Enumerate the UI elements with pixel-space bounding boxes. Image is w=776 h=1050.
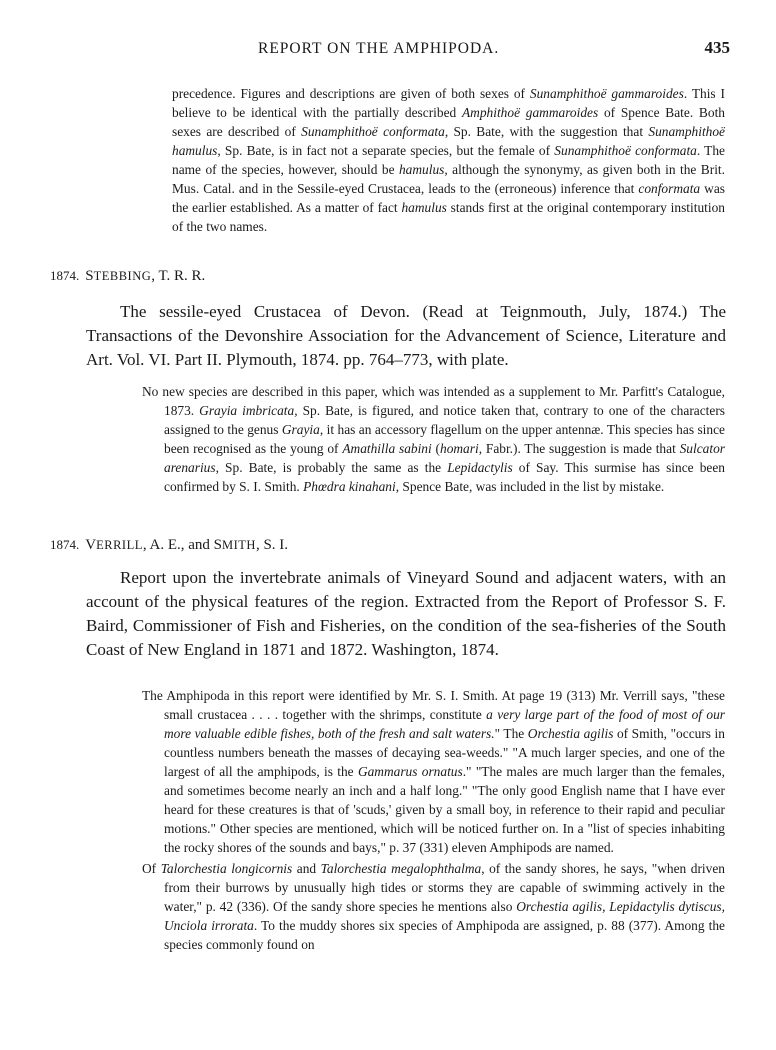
entry-note-stebbing	[142, 382, 725, 496]
continued-note-text: precedence. Figures and descriptions are given of both sexes of Sunamphithoë gammaroides. This I believe to be identical with the partially described Amphithoë gammaroides of Spence Bate. Both sexes are described of Sunamphithoë conformata, Sp. Bate, with the suggestion that Sunamphithoë hamulus, Sp. Bate, is in fact not a separate species, but the female of Sunamphithoë conformata. The name of the species, however, should be hamulus, although the synonymy, as given both in the Brit. Mus. Catal. and in the Sessile-eyed Crustacea, leads to the (erroneous) inference that conformata was the earlier established. As a matter of fact hamulus stands first at the original contemporary institution of the two names.	[172, 86, 725, 234]
entry-notes-verrill-smith	[142, 686, 725, 954]
entry-title-text: The sessile-eyed Crustacea of Devon. (Read at Teignmouth, July, 1874.) The Transactions of the Devonshire Association for the Advancement of Science, Literature and Art. Vol. VI. Part II. Plymouth, 1874. pp. 764–773, with plate.	[86, 302, 726, 369]
running-title: REPORT ON THE AMPHIPODA.	[258, 40, 500, 57]
entry-note-text-2: Of Talorchestia longicornis and Talorchestia megalophthalma, of the sandy shores, he says, "when driven from their burrows by unusually high tides or storms they are capable of swimming actively in the water," p. 42 (336). Of the sandy shore species he mentions also Orchestia agilis, Lepidactylis dytiscus, Unciola irrorata. To the muddy shores six species of Amphipoda are assigned, p. 88 (377). Among the species commonly found on	[142, 861, 725, 952]
entry-heading-stebbing: 1874. STEBBING, T. R. R.	[50, 268, 206, 284]
entry-year: 1874.	[50, 268, 80, 283]
entry-title-stebbing	[86, 300, 726, 372]
entry-title-verrill-smith	[86, 566, 726, 662]
running-header	[0, 40, 776, 64]
entry-heading-verrill-smith: 1874. VERRILL, A. E., and SMITH, S. I.	[50, 537, 289, 553]
entry-title-text: Report upon the invertebrate animals of Vineyard Sound and adjacent waters, with an account of the physical features of the region. Extracted from the Report of Professor S. F. Baird, Commissioner of Fish and Fisheries, on the condition of the sea-fisheries of the South Coast of New England in 1871 and 1872. Washington, 1874.	[86, 568, 726, 659]
page-number: 435	[704, 38, 730, 57]
continued-note	[172, 84, 725, 236]
entry-year: 1874.	[50, 537, 80, 552]
entry-note-text: No new species are described in this paper, which was intended as a supplement to Mr. Parfitt's Catalogue, 1873. Grayia imbricata, Sp. Bate, is figured, and notice taken that, contrary to one of the characters assigned to the genus Grayia, it has an accessory flagellum on the upper antennæ. This species has since been recognised as the young of Amathilla sabini (homari, Fabr.). The suggestion is made that Sulcator arenarius, Sp. Bate, is probably the same as the Lepidactylis of Say. This surmise has since been confirmed by S. I. Smith. Phœdra kinahani, Spence Bate, was included in the list by mistake.	[142, 384, 725, 494]
entry-note-text: The Amphipoda in this report were identified by Mr. S. I. Smith. At page 19 (313) Mr. Verrill says, "these small crustacea . . . . together with the shrimps, constitute a very large part of the food of most of our more valuable edible fishes, both of the fresh and salt waters." The Orchestia agilis of Smith, "occurs in countless numbers beneath the masses of decaying sea-weeds." "A much larger species, and one of the largest of all the amphipods, is the Gammarus ornatus." "The males are much larger than the females, and sometimes become nearly an inch and a half long." "The only good English name that I have ever heard for these creatures is that of 'scuds,' given by a small boy, in reference to their rapid and peculiar motions." Other species are mentioned, which will be noticed further on. In a "list of species inhabiting the rocky shores of the sounds and bays," p. 37 (331) eleven Amphipods are named.	[142, 688, 726, 855]
